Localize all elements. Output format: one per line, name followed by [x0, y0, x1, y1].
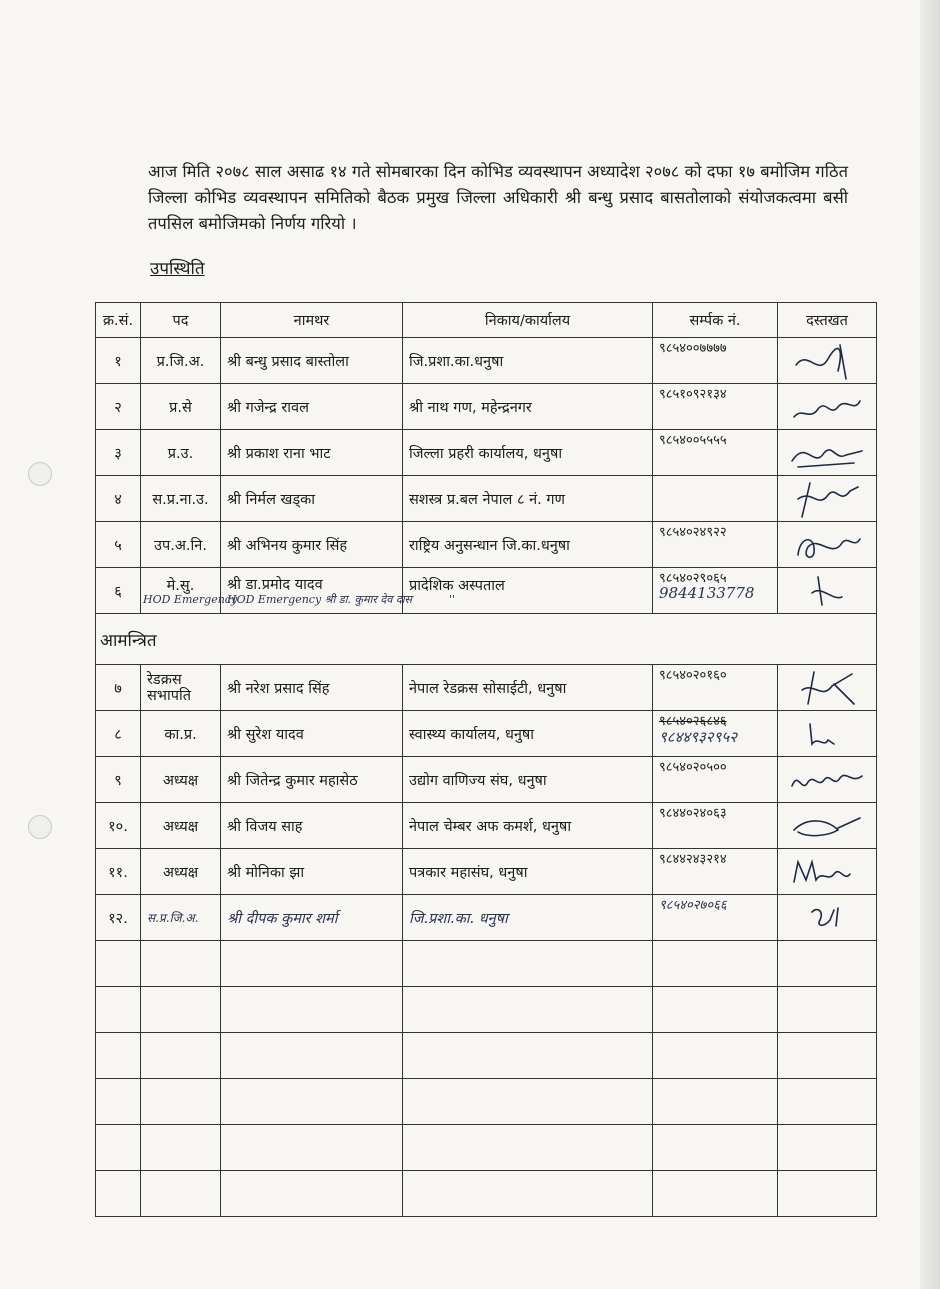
row-signature [778, 803, 877, 849]
row-name: श्री निर्मल खड्का [221, 476, 403, 522]
row-sn: ४ [96, 476, 141, 522]
header-signature: दस्तखत [778, 303, 877, 338]
header-contact: सर्म्पक नं. [653, 303, 778, 338]
signature-icon [788, 341, 866, 381]
signature-icon [788, 806, 866, 846]
row-sn: ३ [96, 430, 141, 476]
row-name: श्री दीपक कुमार शर्मा [221, 895, 403, 941]
header-office: निकाय/कार्यालय [403, 303, 653, 338]
row-name: श्री बन्धु प्रसाद बास्तोला [221, 338, 403, 384]
row-signature [778, 522, 877, 568]
row-position: अध्यक्ष [141, 849, 221, 895]
row-sn: ५ [96, 522, 141, 568]
row-phone: ९८५४०२०५०० [653, 757, 778, 803]
row-position: रेडक्रस सभापति [141, 665, 221, 711]
table-header-row [96, 303, 877, 338]
signature-icon [788, 668, 866, 708]
table-row [96, 522, 877, 568]
intro-paragraph: आज मिति २०७८ साल असाढ १४ गते सोमबारका दिन कोभिड व्यवस्थापन अध्यादेश २०७८ को दफा १७ बमोजिम गठित जिल्ला कोभिड व्यवस्थापन समितिको बैठक प्रमुख जिल्ला अधिकारी श्री बन्धु प्रसाद बासतोलाको संयोजकत्वमा बसी तपसिल बमोजिमको निर्णय गरियो । [148, 161, 848, 233]
table-row [96, 665, 877, 711]
handwritten-phone: 9844133778 [659, 584, 755, 602]
row-name: श्री डा.प्रमोद यादव HOD Emergency श्री डा. कुमार देव दास [221, 568, 403, 614]
signature-icon [788, 714, 866, 754]
table-row [96, 849, 877, 895]
row-signature [778, 665, 877, 711]
row-office: श्री नाथ गण, महेन्द्रनगर [403, 384, 653, 430]
handwritten-note: HOD Emergency [143, 593, 238, 606]
row-office: पत्रकार महासंघ, धनुषा [403, 849, 653, 895]
row-name: श्री सुरेश यादव [221, 711, 403, 757]
row-phone: ९८५४०२७०६६ [653, 895, 778, 941]
row-name: श्री प्रकाश राना भाट [221, 430, 403, 476]
row-position: मे.सु. HOD Emergency [141, 568, 221, 614]
row-office: राष्ट्रिय अनुसन्धान जि.का.धनुषा [403, 522, 653, 568]
row-position: का.प्र. [141, 711, 221, 757]
row-name: श्री जितेन्द्र कुमार महासेठ [221, 757, 403, 803]
row-office: नेपाल रेडक्रस सोसाईटी, धनुषा [403, 665, 653, 711]
row-signature [778, 430, 877, 476]
row-position: उप.अ.नि. [141, 522, 221, 568]
row-sn: १ [96, 338, 141, 384]
row-sn: १२. [96, 895, 141, 941]
header-position: पद [141, 303, 221, 338]
row-phone: ९८४४०२४०६३ [653, 803, 778, 849]
row-signature [778, 476, 877, 522]
header-name: नामथर [221, 303, 403, 338]
table-row [96, 476, 877, 522]
invited-section-row [96, 614, 877, 665]
row-office: सशस्त्र प्र.बल नेपाल ८ नं. गण [403, 476, 653, 522]
row-signature [778, 895, 877, 941]
row-sn: १०. [96, 803, 141, 849]
punch-hole [28, 462, 52, 486]
row-position: अध्यक्ष [141, 803, 221, 849]
row-name: श्री गजेन्द्र रावल [221, 384, 403, 430]
invited-label: आमन्त्रित [96, 614, 221, 665]
table-row [96, 711, 877, 757]
row-name: श्री विजय साह [221, 803, 403, 849]
row-position: प्र.जि.अ. [141, 338, 221, 384]
handwritten-phone: ९८४४९३२९५२ [659, 728, 738, 746]
table-row [96, 384, 877, 430]
row-phone: ९८५४००७७७७ [653, 338, 778, 384]
row-name: श्री नरेश प्रसाद सिंह [221, 665, 403, 711]
row-phone: ९८५४०२६८४६ ९८४४९३२९५२ [653, 711, 778, 757]
signature-icon [788, 852, 866, 892]
signature-icon [788, 898, 866, 938]
row-sn: ८ [96, 711, 141, 757]
attendance-table [95, 302, 877, 1217]
row-position: प्र.उ. [141, 430, 221, 476]
row-position: स.प्र.ना.उ. [141, 476, 221, 522]
row-office: जि.प्रशा.का. धनुषा [403, 895, 653, 941]
row-position: स.प्र.जि.अ. [141, 895, 221, 941]
row-phone: ९८५४०२०१६० [653, 665, 778, 711]
handwritten-note: HOD Emergency श्री डा. कुमार देव दास [227, 593, 412, 606]
row-signature [778, 757, 877, 803]
punch-hole [28, 815, 52, 839]
row-office: नेपाल चेम्बर अफ कमर्श, धनुषा [403, 803, 653, 849]
empty-row [96, 1079, 877, 1125]
table-row [96, 803, 877, 849]
signature-icon [788, 479, 866, 519]
empty-row [96, 987, 877, 1033]
table-row [96, 338, 877, 384]
signature-icon [788, 525, 866, 565]
row-signature [778, 384, 877, 430]
table-row [96, 430, 877, 476]
row-signature [778, 849, 877, 895]
row-phone [653, 476, 778, 522]
row-phone: ९८५४००५५५५ [653, 430, 778, 476]
row-phone: ९८५४०२९०६५ 9844133778 [653, 568, 778, 614]
table-row-handwritten [96, 895, 877, 941]
handwritten-ditto: '' [449, 593, 456, 606]
row-name: श्री अभिनय कुमार सिंह [221, 522, 403, 568]
row-sn: ११. [96, 849, 141, 895]
page-edge [920, 0, 940, 1289]
row-phone: ९८४४२४३२१४ [653, 849, 778, 895]
row-sn: ६ [96, 568, 141, 614]
row-sn: ७ [96, 665, 141, 711]
attendance-heading: उपस्थिति [150, 259, 205, 279]
row-position: प्र.से [141, 384, 221, 430]
table-row [96, 757, 877, 803]
signature-icon [788, 387, 866, 427]
row-sn: २ [96, 384, 141, 430]
row-name: श्री मोनिका झा [221, 849, 403, 895]
row-office: उद्योग वाणिज्य संघ, धनुषा [403, 757, 653, 803]
row-office: जि.प्रशा.का.धनुषा [403, 338, 653, 384]
row-signature [778, 338, 877, 384]
empty-row [96, 1171, 877, 1217]
row-sn: ९ [96, 757, 141, 803]
row-office: जिल्ला प्रहरी कार्यालय, धनुषा [403, 430, 653, 476]
row-position: अध्यक्ष [141, 757, 221, 803]
row-phone: ९८५१०९२१३४ [653, 384, 778, 430]
empty-row [96, 1125, 877, 1171]
header-sn: क्र.सं. [96, 303, 141, 338]
empty-row [96, 1033, 877, 1079]
row-office: प्रादेशिक अस्पताल '' [403, 568, 653, 614]
signature-icon [788, 433, 866, 473]
table-row [96, 568, 877, 614]
row-phone: ९८५४०२४९२२ [653, 522, 778, 568]
row-signature [778, 568, 877, 614]
empty-row [96, 941, 877, 987]
row-office: स्वास्थ्य कार्यालय, धनुषा [403, 711, 653, 757]
signature-icon [788, 571, 866, 611]
signature-icon [788, 760, 866, 800]
row-signature [778, 711, 877, 757]
